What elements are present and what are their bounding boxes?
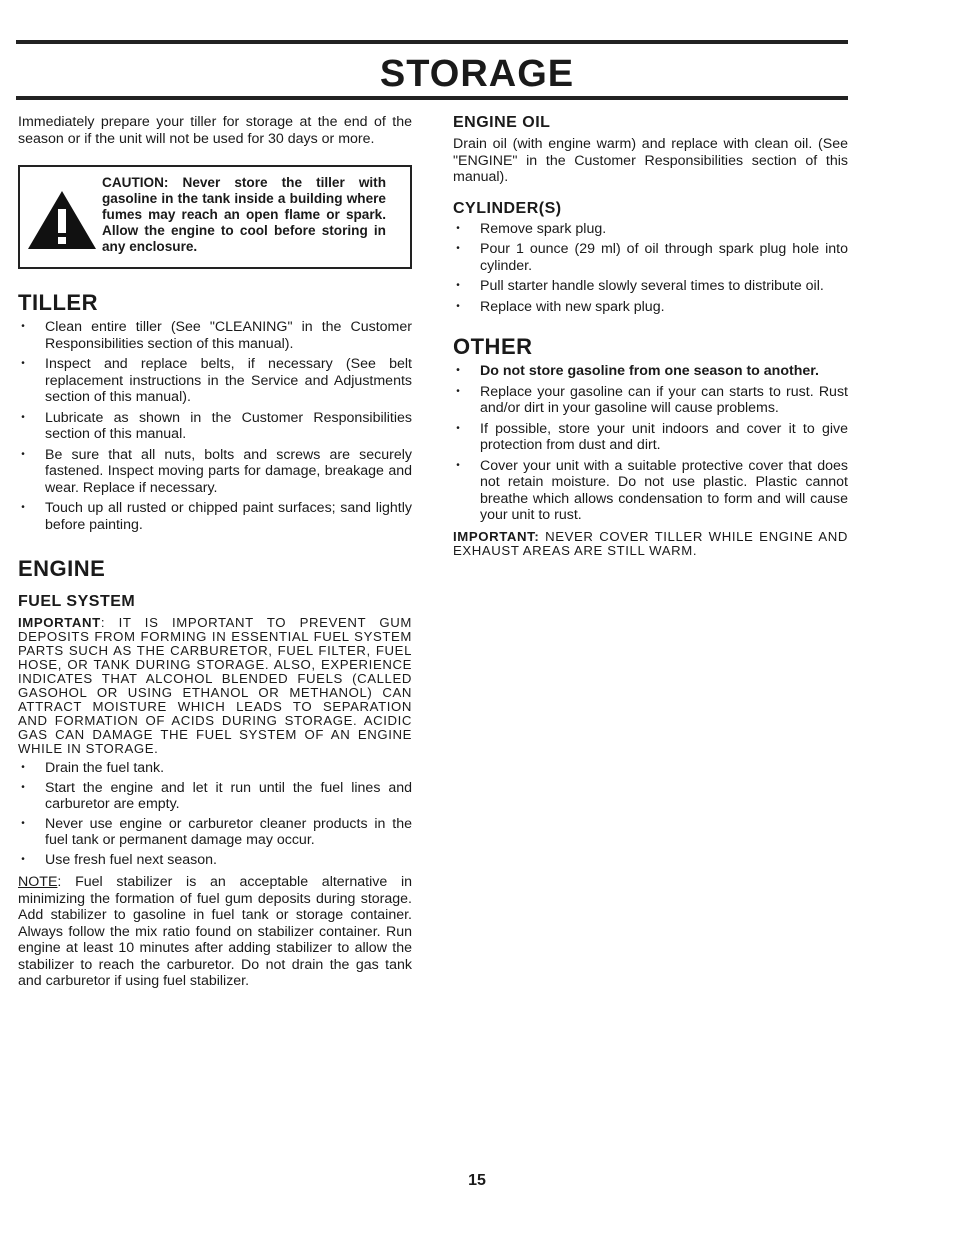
bullet-icon: • <box>456 243 460 254</box>
engine-heading: ENGINE <box>18 556 106 581</box>
important-label: IMPORTANT <box>18 615 101 630</box>
fuel-system-list <box>18 760 412 868</box>
list-item: • Touch up all rusted or chipped paint surfaces; sand lightly before painting. <box>18 500 412 533</box>
note-label: NOTE <box>18 874 58 890</box>
list-item: • Lubricate as shown in the Customer Responsibilities section of this manual. <box>18 410 412 443</box>
intro-paragraph: Immediately prepare your tiller for storage at the end of the season or if the unit will not be used for 30 days or more. <box>18 114 412 147</box>
engine-oil-paragraph: Drain oil (with engine warm) and replace with clean oil. (See "ENGINE" in the Customer Responsibilities section of this manual). <box>453 136 848 185</box>
page-title: STORAGE <box>379 53 575 95</box>
bullet-icon: • <box>21 762 25 773</box>
bullet-icon: • <box>21 853 25 865</box>
list-item: • Cover your unit with a suitable protective cover that does not retain moisture. Do not use plastic. Plastic cannot breathe which allows condensation to form and will cause your unit to rust. <box>453 458 848 524</box>
bullet-icon: • <box>21 411 25 423</box>
right-column <box>453 114 848 558</box>
list-item: • Remove spark plug. <box>453 221 848 238</box>
fuel-system-heading: FUEL SYSTEM <box>18 593 136 610</box>
tiller-heading: TILLER <box>18 290 98 315</box>
list-item: • Replace your gasoline can if your can starts to rust. Rust and/or dirt in your gasoline will cause problems. <box>453 384 848 417</box>
fuel-important-paragraph: IMPORTANT: IT IS IMPORTANT TO PREVENT GUM DEPOSITS FROM FORMING IN ESSENTIAL FUEL SYSTEM PARTS SUCH AS THE CARBURETOR, FUEL FILTER, FUEL HOSE, OR TANK DURING STORAGE. ALSO, EXPERIENCE INDICATES THAT ALCOHOL BLENDED FUELS (CALLED GASOHOL OR USING ETHANOL OR METHANOL) CAN ATTRACT MOISTURE WHICH LEADS TO SEPARATION AND FORMATION OF ACIDS DURING STORAGE. ACIDIC GAS CAN DAMAGE THE FUEL SYSTEM OF AN ENGINE WHILE IN STORAGE. <box>18 615 412 756</box>
bullet-icon: • <box>456 385 460 397</box>
list-item: • Never use engine or carburetor cleaner products in the fuel tank or permanent damage may occur. <box>18 816 412 849</box>
list-item: • Drain the fuel tank. <box>18 760 412 777</box>
list-item: • Clean entire tiller (See "CLEANING" in the Customer Responsibilities section of this manual). <box>18 319 412 352</box>
caution-box <box>18 165 412 269</box>
other-heading: OTHER <box>453 334 533 359</box>
bullet-icon: • <box>456 422 460 434</box>
other-important-paragraph: IMPORTANT: NEVER COVER TILLER WHILE ENGINE AND EXHAUST AREAS ARE STILL WARM. <box>453 528 848 558</box>
bullet-icon: • <box>456 222 460 234</box>
bullet-icon: • <box>456 459 460 471</box>
list-item: • Pour 1 ounce (29 ml) of oil through spark plug hole into cylinder. <box>453 241 848 274</box>
list-item: • Inspect and replace belts, if necessary (See belt replacement instructions in the Service and Adjustments section of this manual). <box>18 356 412 406</box>
bullet-icon: • <box>21 321 25 332</box>
bullet-icon: • <box>21 358 25 369</box>
list-item: • Start the engine and let it run until the fuel lines and carburetor are empty. <box>18 780 412 813</box>
bullet-icon: • <box>21 781 25 793</box>
bullet-icon: • <box>456 365 460 376</box>
other-list <box>453 363 848 524</box>
cylinders-heading: CYLINDER(S) <box>453 199 562 217</box>
list-item: • Do not store gasoline from one season to another. <box>453 363 848 380</box>
warning-triangle-icon <box>26 189 98 251</box>
page-number: 15 <box>468 1172 486 1189</box>
list-item: • Pull starter handle slowly several times to distribute oil. <box>453 278 848 295</box>
list-item: • Use fresh fuel next season. <box>18 852 412 869</box>
caution-text: CAUTION: Never store the tiller with gasoline in the tank inside a building where fumes may reach an open flame or spark. Allow the engine to cool before storing in any enclosure. <box>102 175 386 254</box>
bullet-icon: • <box>21 817 25 829</box>
tiller-list <box>18 319 412 533</box>
list-item: • If possible, store your unit indoors and cover it to give protection from dust and dirt. <box>453 421 848 454</box>
cylinders-list <box>453 221 848 316</box>
bullet-icon: • <box>456 300 460 312</box>
list-item: • Replace with new spark plug. <box>453 299 848 316</box>
left-column <box>18 114 412 990</box>
engine-oil-heading: ENGINE OIL <box>453 114 551 131</box>
bullet-icon: • <box>21 448 25 460</box>
top-rule <box>16 40 848 44</box>
list-item: • Be sure that all nuts, bolts and screws are securely fastened. Inspect moving parts for damage, breakage and wear. Replace if necessary. <box>18 447 412 497</box>
bottom-rule <box>16 96 848 100</box>
bullet-icon: • <box>21 502 25 513</box>
bullet-icon: • <box>456 280 460 291</box>
fuel-note-paragraph: NOTE: Fuel stabilizer is an acceptable alternative in minimizing the formation of fuel gum deposits during storage. Add stabilizer to gasoline in fuel tank or storage container. Always follow the mix ratio found on stabilizer container. Run engine at least 10 minutes after adding stabilizer to allow the stabilizer to reach the carburetor. Do not drain the gas tank and carburetor if using fuel stabilizer. <box>18 874 412 989</box>
important-label: IMPORTANT: <box>453 528 540 544</box>
